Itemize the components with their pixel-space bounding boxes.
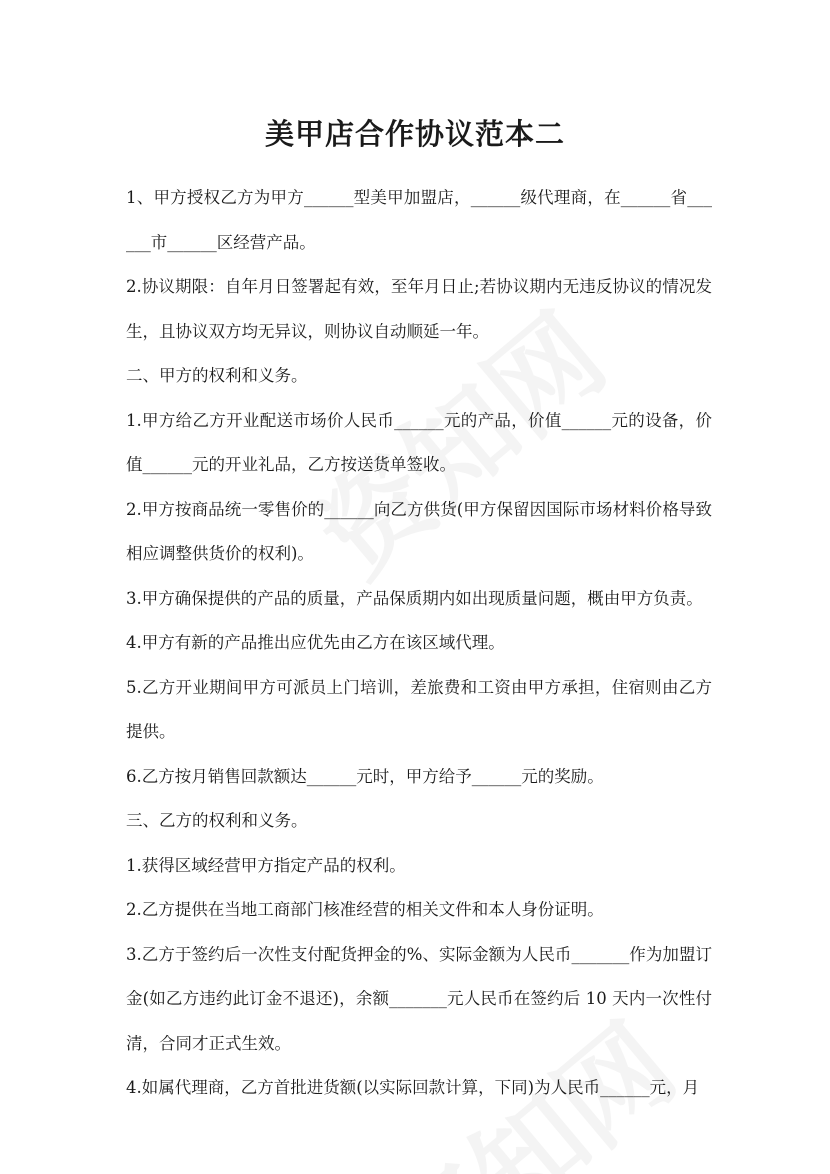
paragraph: 3.甲方确保提供的产品的质量，产品保质期内如出现质量问题，概由甲方负责。	[126, 588, 703, 608]
document-title: 美甲店合作协议范本二	[264, 117, 565, 151]
paragraph: 6.乙方按月销售回款额达______元时，甲方给予______元的奖励。	[126, 766, 604, 786]
section-heading: 三、乙方的权利和义务。	[126, 811, 308, 830]
paragraph: 2.甲方按商品统一零售价的______向乙方供货(甲方保留因国际市场材料价格导致相应调整供货价的权利)。	[126, 499, 712, 563]
paragraph: 1.甲方给乙方开业配送市场价人民币______元的产品，价值______元的设备，价值______元的开业礼品，乙方按送货单签收。	[126, 410, 712, 474]
paragraph: 4.甲方有新的产品推出应优先由乙方在该区域代理。	[126, 633, 505, 652]
paragraph: 3.乙方于签约后一次性支付配货押金的%、实际金额为人民币_______作为加盟订金(如乙方违约此订金不退还)，余额_______元人民币在签约后 10 天内一次性付清，合同才正式生效。	[126, 944, 712, 1053]
section-heading: 二、甲方的权利和义务。	[126, 366, 308, 385]
paragraph: 1、甲方授权乙方为甲方______型美甲加盟店，______级代理商，在______省______市______区经营产品。	[126, 188, 712, 252]
paragraph: 1.获得区域经营甲方指定产品的权利。	[126, 855, 406, 875]
paragraph: 5.乙方开业期间甲方可派员上门培训，差旅费和工资由甲方承担，住宿则由乙方提供。	[126, 677, 712, 741]
paragraph: 2.协议期限：自年月日签署起有效，至年月日止;若协议期内无违反协议的情况发生，且协议双方均无异议，则协议自动顺延一年。	[126, 277, 712, 341]
document-body	[126, 176, 712, 1111]
paragraph: 4.如属代理商，乙方首批进货额(以实际回款计算，下同)为人民币______元，月	[126, 1078, 700, 1097]
paragraph: 2.乙方提供在当地工商部门核准经营的相关文件和本人身份证明。	[126, 900, 604, 919]
